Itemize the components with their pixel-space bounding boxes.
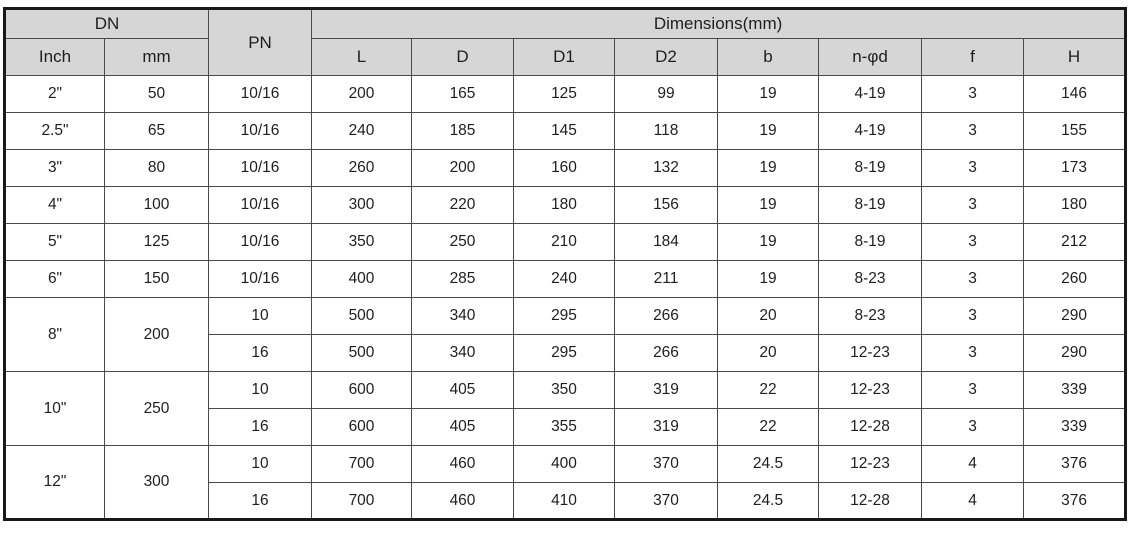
cell-dn-mm: 300 bbox=[105, 446, 209, 520]
cell-f: 3 bbox=[922, 372, 1024, 409]
cell-n-phi-d: 4-19 bbox=[819, 113, 922, 150]
cell-D: 220 bbox=[412, 187, 514, 224]
cell-H: 339 bbox=[1024, 372, 1126, 409]
cell-H: 146 bbox=[1024, 76, 1126, 113]
cell-f: 3 bbox=[922, 187, 1024, 224]
cell-H: 212 bbox=[1024, 224, 1126, 261]
cell-L: 260 bbox=[312, 150, 412, 187]
cell-f: 3 bbox=[922, 335, 1024, 372]
table-header bbox=[5, 9, 1126, 76]
cell-L: 300 bbox=[312, 187, 412, 224]
cell-pn: 10/16 bbox=[209, 224, 312, 261]
cell-D1: 350 bbox=[514, 372, 615, 409]
cell-D2: 118 bbox=[615, 113, 718, 150]
cell-D: 285 bbox=[412, 261, 514, 298]
cell-D1: 295 bbox=[514, 335, 615, 372]
cell-b: 19 bbox=[718, 76, 819, 113]
cell-dn-mm: 125 bbox=[105, 224, 209, 261]
table-row bbox=[5, 372, 1126, 409]
cell-n-phi-d: 12-28 bbox=[819, 483, 922, 520]
dimensions-group-header: Dimensions(mm) bbox=[312, 9, 1126, 39]
table-body bbox=[5, 76, 1126, 520]
cell-dn-inch: 10" bbox=[5, 372, 105, 446]
cell-D1: 160 bbox=[514, 150, 615, 187]
cell-b: 19 bbox=[718, 224, 819, 261]
dimensions-table bbox=[3, 7, 1127, 521]
cell-dn-mm: 65 bbox=[105, 113, 209, 150]
cell-D: 460 bbox=[412, 446, 514, 483]
cell-D1: 145 bbox=[514, 113, 615, 150]
table-row bbox=[5, 446, 1126, 483]
cell-D1: 355 bbox=[514, 409, 615, 446]
cell-dn-inch: 8" bbox=[5, 298, 105, 372]
cell-L: 500 bbox=[312, 335, 412, 372]
cell-f: 4 bbox=[922, 483, 1024, 520]
cell-D2: 370 bbox=[615, 446, 718, 483]
table-row bbox=[5, 150, 1126, 187]
col-header-D1: D1 bbox=[514, 39, 615, 76]
cell-n-phi-d: 12-28 bbox=[819, 409, 922, 446]
cell-dn-mm: 150 bbox=[105, 261, 209, 298]
cell-D1: 240 bbox=[514, 261, 615, 298]
col-header-D: D bbox=[412, 39, 514, 76]
cell-D1: 410 bbox=[514, 483, 615, 520]
cell-dn-inch: 5" bbox=[5, 224, 105, 261]
cell-D2: 99 bbox=[615, 76, 718, 113]
cell-b: 20 bbox=[718, 298, 819, 335]
cell-D2: 156 bbox=[615, 187, 718, 224]
cell-dn-mm: 50 bbox=[105, 76, 209, 113]
cell-D2: 184 bbox=[615, 224, 718, 261]
table-row bbox=[5, 187, 1126, 224]
cell-b: 22 bbox=[718, 372, 819, 409]
cell-D2: 266 bbox=[615, 335, 718, 372]
col-header-f: f bbox=[922, 39, 1024, 76]
cell-H: 290 bbox=[1024, 298, 1126, 335]
cell-D2: 266 bbox=[615, 298, 718, 335]
col-header-D2: D2 bbox=[615, 39, 718, 76]
cell-D: 165 bbox=[412, 76, 514, 113]
col-header-L: L bbox=[312, 39, 412, 76]
cell-f: 3 bbox=[922, 76, 1024, 113]
cell-n-phi-d: 8-19 bbox=[819, 224, 922, 261]
col-header-b: b bbox=[718, 39, 819, 76]
cell-n-phi-d: 8-23 bbox=[819, 261, 922, 298]
cell-f: 3 bbox=[922, 409, 1024, 446]
cell-pn: 10/16 bbox=[209, 76, 312, 113]
cell-b: 24.5 bbox=[718, 446, 819, 483]
cell-D: 185 bbox=[412, 113, 514, 150]
cell-dn-inch: 3" bbox=[5, 150, 105, 187]
cell-H: 376 bbox=[1024, 483, 1126, 520]
cell-pn: 10/16 bbox=[209, 261, 312, 298]
cell-D1: 180 bbox=[514, 187, 615, 224]
cell-dn-inch: 2" bbox=[5, 76, 105, 113]
cell-dn-mm: 200 bbox=[105, 298, 209, 372]
cell-D2: 319 bbox=[615, 409, 718, 446]
header-row-groups bbox=[5, 9, 1126, 39]
cell-f: 3 bbox=[922, 224, 1024, 261]
cell-D: 460 bbox=[412, 483, 514, 520]
header-row-columns bbox=[5, 39, 1126, 76]
cell-dn-mm: 80 bbox=[105, 150, 209, 187]
cell-n-phi-d: 12-23 bbox=[819, 372, 922, 409]
cell-D: 200 bbox=[412, 150, 514, 187]
cell-H: 180 bbox=[1024, 187, 1126, 224]
cell-D2: 319 bbox=[615, 372, 718, 409]
cell-n-phi-d: 12-23 bbox=[819, 335, 922, 372]
cell-pn: 10/16 bbox=[209, 187, 312, 224]
cell-n-phi-d: 8-23 bbox=[819, 298, 922, 335]
cell-L: 240 bbox=[312, 113, 412, 150]
cell-L: 500 bbox=[312, 298, 412, 335]
cell-f: 3 bbox=[922, 298, 1024, 335]
cell-H: 260 bbox=[1024, 261, 1126, 298]
cell-b: 20 bbox=[718, 335, 819, 372]
table-row bbox=[5, 224, 1126, 261]
cell-D: 405 bbox=[412, 409, 514, 446]
cell-D2: 132 bbox=[615, 150, 718, 187]
cell-H: 155 bbox=[1024, 113, 1126, 150]
cell-b: 19 bbox=[718, 261, 819, 298]
table-row bbox=[5, 261, 1126, 298]
cell-n-phi-d: 8-19 bbox=[819, 187, 922, 224]
cell-pn: 10/16 bbox=[209, 150, 312, 187]
col-header-inch: Inch bbox=[5, 39, 105, 76]
table-row bbox=[5, 113, 1126, 150]
cell-D1: 210 bbox=[514, 224, 615, 261]
cell-pn: 10 bbox=[209, 446, 312, 483]
cell-L: 200 bbox=[312, 76, 412, 113]
cell-D: 340 bbox=[412, 335, 514, 372]
cell-D: 340 bbox=[412, 298, 514, 335]
cell-H: 376 bbox=[1024, 446, 1126, 483]
table-row bbox=[5, 298, 1126, 335]
cell-L: 350 bbox=[312, 224, 412, 261]
cell-b: 19 bbox=[718, 113, 819, 150]
cell-L: 600 bbox=[312, 372, 412, 409]
cell-D1: 125 bbox=[514, 76, 615, 113]
dn-group-header: DN bbox=[5, 9, 209, 39]
cell-b: 19 bbox=[718, 187, 819, 224]
cell-pn: 16 bbox=[209, 409, 312, 446]
cell-pn: 10 bbox=[209, 298, 312, 335]
col-header-H: H bbox=[1024, 39, 1126, 76]
cell-D1: 295 bbox=[514, 298, 615, 335]
cell-L: 600 bbox=[312, 409, 412, 446]
cell-D1: 400 bbox=[514, 446, 615, 483]
cell-b: 22 bbox=[718, 409, 819, 446]
cell-b: 19 bbox=[718, 150, 819, 187]
cell-pn: 16 bbox=[209, 335, 312, 372]
cell-dn-mm: 250 bbox=[105, 372, 209, 446]
cell-dn-inch: 12" bbox=[5, 446, 105, 520]
cell-dn-inch: 6" bbox=[5, 261, 105, 298]
cell-n-phi-d: 4-19 bbox=[819, 76, 922, 113]
cell-pn: 16 bbox=[209, 483, 312, 520]
cell-D2: 370 bbox=[615, 483, 718, 520]
cell-pn: 10 bbox=[209, 372, 312, 409]
cell-f: 3 bbox=[922, 261, 1024, 298]
col-header-mm: mm bbox=[105, 39, 209, 76]
pn-header: PN bbox=[209, 9, 312, 76]
cell-f: 3 bbox=[922, 150, 1024, 187]
cell-H: 290 bbox=[1024, 335, 1126, 372]
cell-f: 3 bbox=[922, 113, 1024, 150]
cell-D: 405 bbox=[412, 372, 514, 409]
cell-f: 4 bbox=[922, 446, 1024, 483]
table-row bbox=[5, 76, 1126, 113]
cell-L: 700 bbox=[312, 446, 412, 483]
cell-n-phi-d: 12-23 bbox=[819, 446, 922, 483]
cell-L: 700 bbox=[312, 483, 412, 520]
cell-dn-inch: 2.5" bbox=[5, 113, 105, 150]
cell-H: 339 bbox=[1024, 409, 1126, 446]
cell-b: 24.5 bbox=[718, 483, 819, 520]
cell-dn-inch: 4" bbox=[5, 187, 105, 224]
cell-D2: 211 bbox=[615, 261, 718, 298]
cell-pn: 10/16 bbox=[209, 113, 312, 150]
cell-dn-mm: 100 bbox=[105, 187, 209, 224]
cell-L: 400 bbox=[312, 261, 412, 298]
col-header-n-phi-d: n-φd bbox=[819, 39, 922, 76]
cell-n-phi-d: 8-19 bbox=[819, 150, 922, 187]
cell-H: 173 bbox=[1024, 150, 1126, 187]
cell-D: 250 bbox=[412, 224, 514, 261]
